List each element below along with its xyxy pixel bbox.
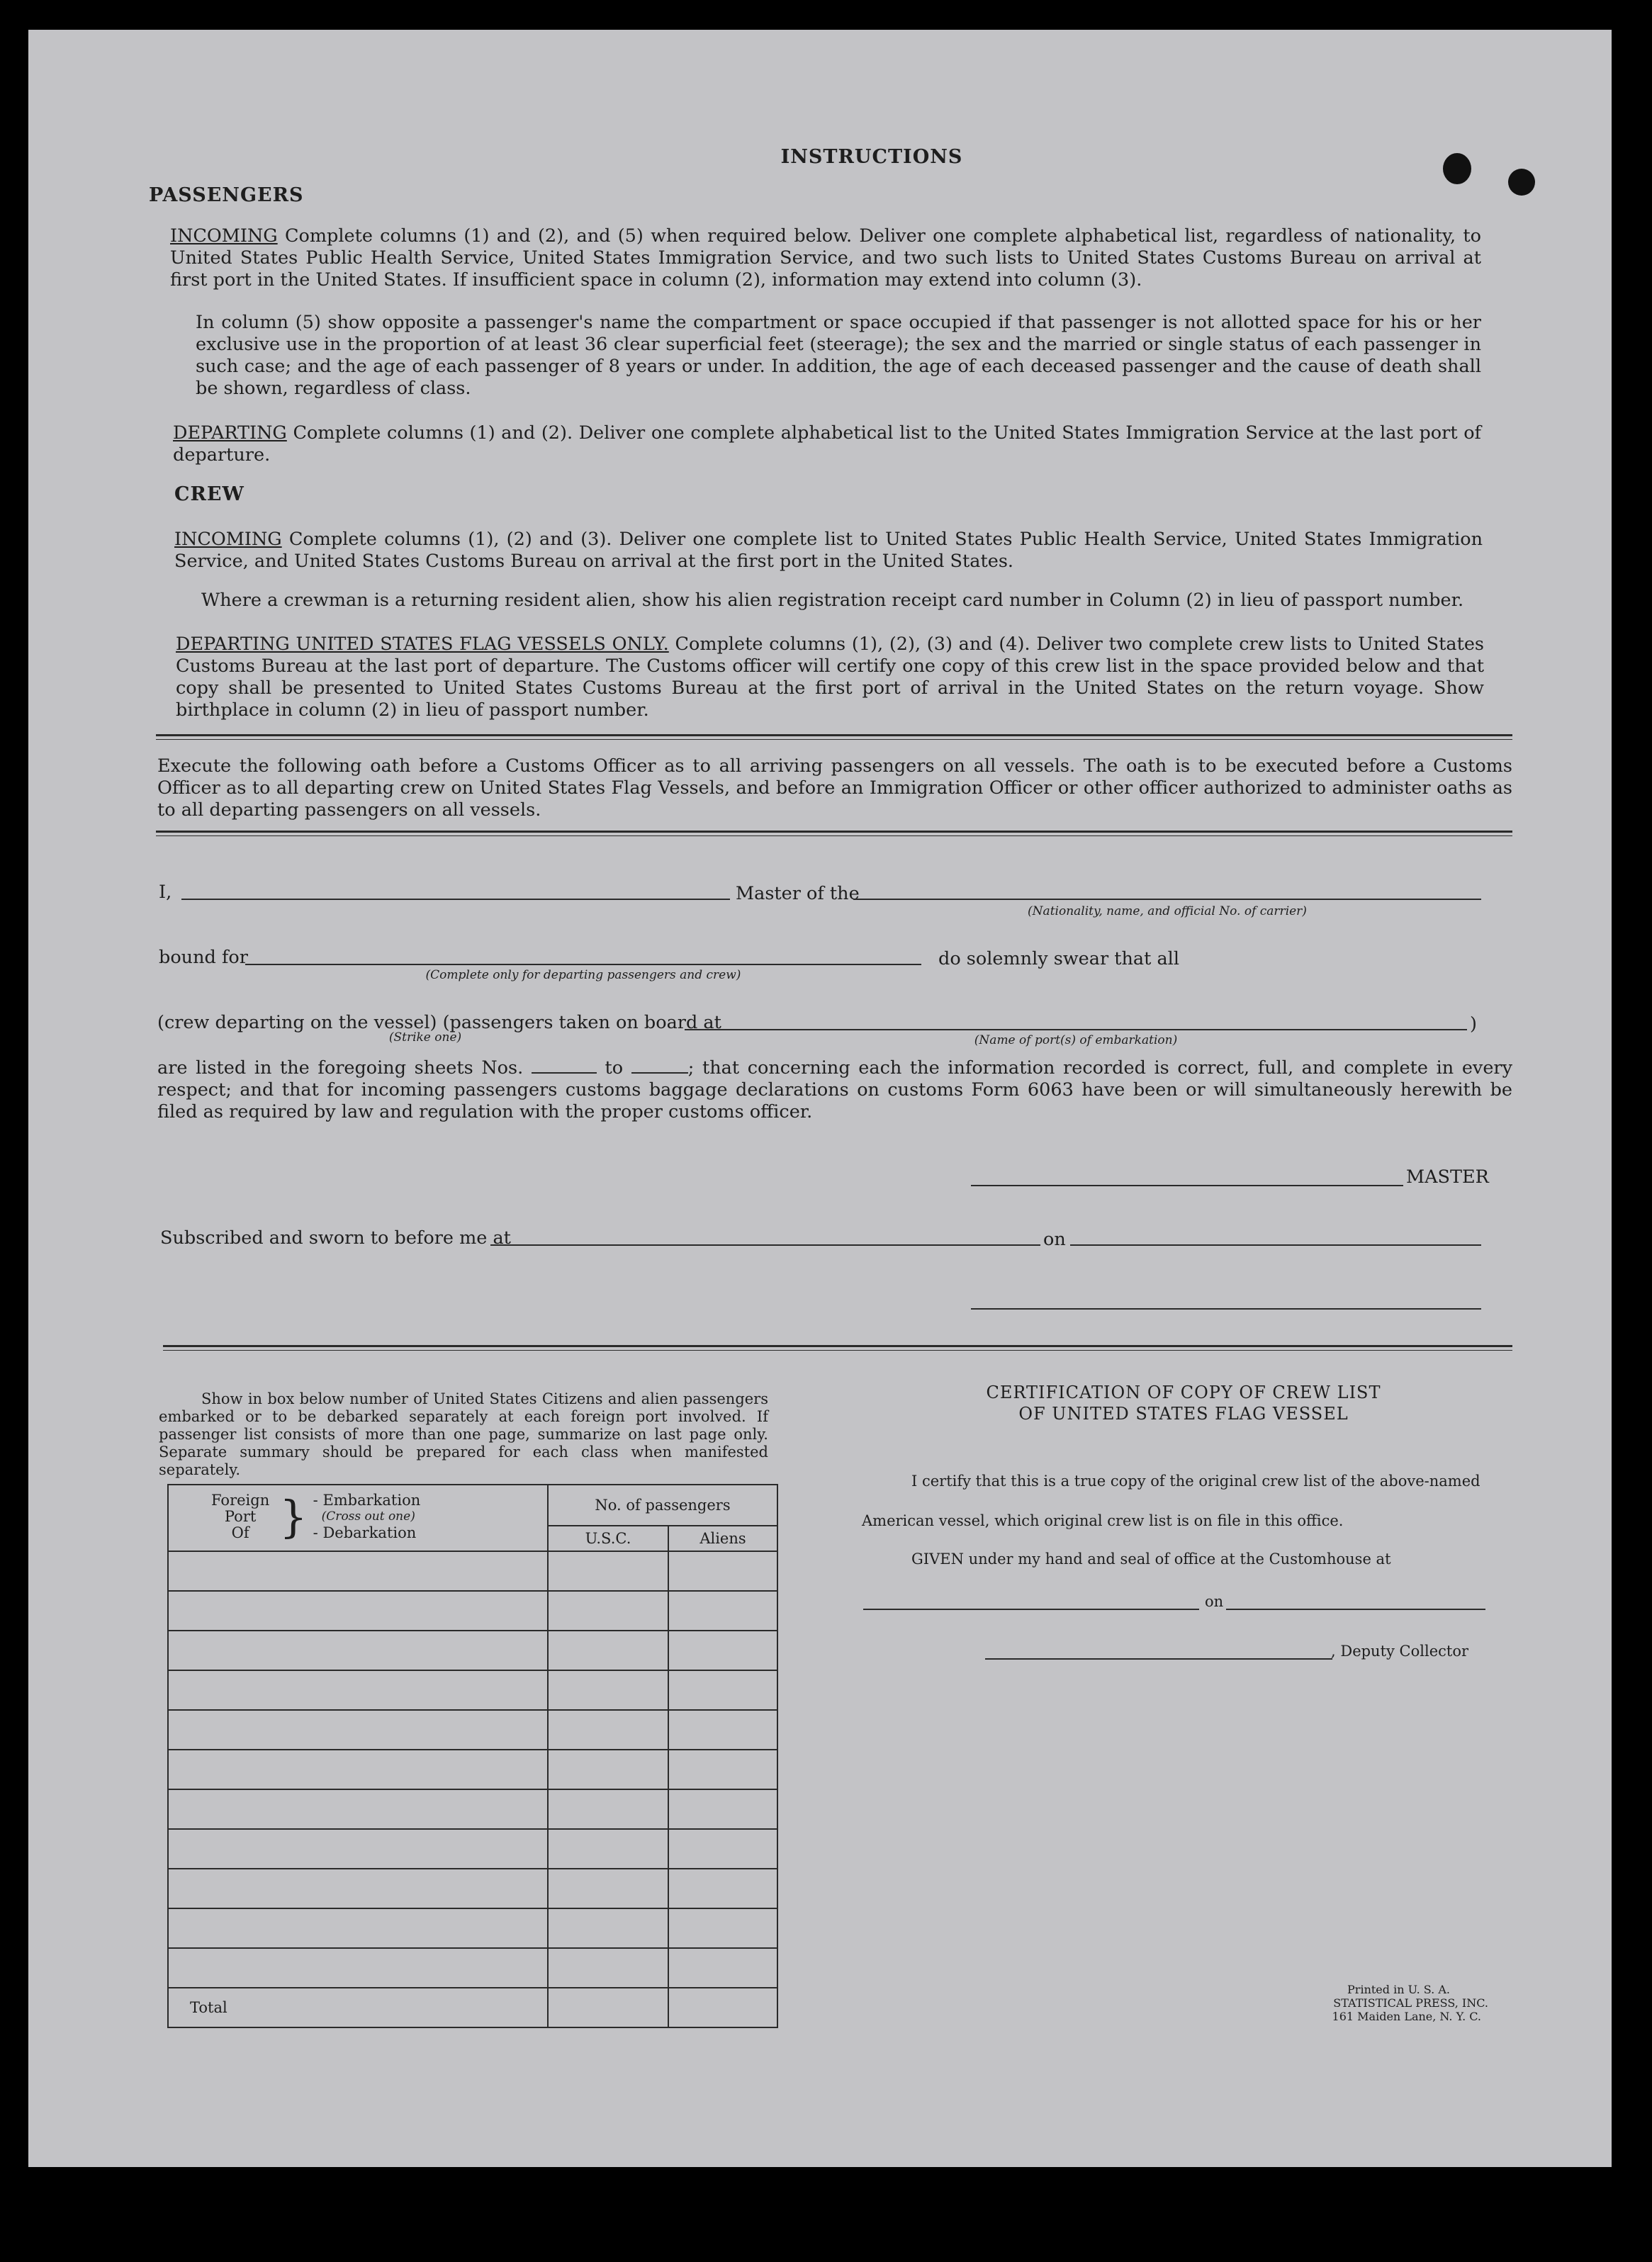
subscribed-label: Subscribed and sworn to before me at: [160, 1227, 511, 1249]
passenger-summary-table: [167, 1484, 778, 2028]
usc-cell[interactable]: [548, 1750, 668, 1789]
certify-line-1: I certify that this is a true copy of the original crew list of the above-named: [911, 1473, 1480, 1490]
cert-date-field[interactable]: [1226, 1609, 1485, 1610]
aliens-cell[interactable]: [668, 1948, 777, 1988]
usc-total-cell[interactable]: [548, 1988, 668, 2027]
passengers-incoming-label: INCOMING: [170, 225, 278, 247]
crew-departing-label: DEPARTING UNITED STATES FLAG VESSELS ONLY.: [176, 634, 669, 655]
passengers-incoming-paragraph: [170, 225, 1481, 291]
oath-intro: Execute the following oath before a Customs Officer as to all arriving passengers on all vessels. The oath is to be executed before a Customs Officer as to all departing crew on United States Flag Vessels, and before an Immigration Officer or other officer authorized to administer oaths as to all departing passengers on all vessels.: [157, 755, 1512, 821]
section-rule: [156, 831, 1512, 833]
port-cell[interactable]: [168, 1710, 548, 1750]
port-cell[interactable]: [168, 1869, 548, 1908]
printer-address: 161 Maiden Lane, N. Y. C.: [1332, 2010, 1481, 2023]
printed-in-usa: Printed in U. S. A.: [1347, 1983, 1450, 1996]
aliens-cell[interactable]: [668, 1591, 777, 1631]
carrier-caption: (Nationality, name, and official No. of carrier): [1028, 904, 1307, 918]
printer-imprint: [1247, 1983, 1488, 2023]
debarkation-option[interactable]: - Debarkation: [313, 1524, 417, 1541]
usc-cell[interactable]: [548, 1710, 668, 1750]
printer-name: STATISTICAL PRESS, INC.: [1333, 1996, 1488, 2010]
customhouse-field[interactable]: [863, 1609, 1199, 1610]
crew-departing-option[interactable]: (crew departing on the vessel): [157, 1012, 437, 1033]
section-rule: [156, 739, 1512, 740]
master-of-the-label: Master of the: [736, 883, 860, 904]
usc-cell[interactable]: [548, 1591, 668, 1631]
port-cell[interactable]: [168, 1631, 548, 1670]
crew-departing-text: Complete columns (1), (2), (3) and (4). Deliver two complete crew lists to United States Customs Bureau at the last port of departure. The Customs officer will certify one copy of this crew list in the space provided below and that copy shall be presented to United States Customs Bureau at the first port of arrival in the United States on the return voyage. Show birthplace in column (2) in lieu of passport number.: [176, 634, 1484, 721]
passengers-departing-paragraph: [173, 422, 1481, 466]
port-cell[interactable]: [168, 1948, 548, 1988]
close-paren: ): [1470, 1013, 1477, 1035]
passengers-heading: PASSENGERS: [149, 184, 304, 206]
aliens-cell[interactable]: [668, 1829, 777, 1869]
punch-hole: [1443, 153, 1471, 184]
certification-title-line-2: OF UNITED STATES FLAG VESSEL: [1018, 1404, 1349, 1424]
deputy-collector-label: , Deputy Collector: [1331, 1643, 1469, 1660]
usc-cell[interactable]: [548, 1869, 668, 1908]
master-signature-field[interactable]: [971, 1185, 1403, 1186]
port-cell[interactable]: [168, 1750, 548, 1789]
certification-title-line-1: CERTIFICATION OF COPY OF CREW LIST: [986, 1383, 1381, 1402]
foreign-port-header: [168, 1485, 548, 1551]
passengers-departing-label: DEPARTING: [173, 422, 287, 444]
port-cell[interactable]: [168, 1789, 548, 1829]
aliens-cell[interactable]: [668, 1551, 777, 1591]
cross-out-caption: (Cross out one): [321, 1509, 415, 1524]
master-label: MASTER: [1406, 1166, 1489, 1188]
bound-for-caption: (Complete only for departing passengers and crew): [425, 968, 741, 982]
passengers-incoming-text: Complete columns (1) and (2), and (5) when required below. Deliver one complete alphabetical list, regardless of nationality, to United States Public Health Service, United States Immigration Service, and two such lists to United States Customs Bureau on arrival at first port in the United States. If insufficient space in column (2), information may extend into column (3).: [170, 225, 1481, 291]
of-label: Of: [231, 1524, 249, 1541]
sworn-date-field[interactable]: [1070, 1244, 1481, 1246]
summary-intro: Show in box below number of United States Citizens and alien passengers embarked or to be debarked separately at each foreign port involved. If passenger list consists of more than one page, summarize on last page only. Separate summary should be prepared for each class when manifested separately.: [159, 1390, 768, 1478]
listed-text-1: are listed in the foregoing sheets Nos.: [157, 1057, 524, 1079]
passengers-taken-option[interactable]: (passengers taken on board at: [442, 1012, 721, 1033]
usc-cell[interactable]: [548, 1789, 668, 1829]
no-of-passengers-header: No. of passengers: [548, 1485, 777, 1526]
passengers-departing-text: Complete columns (1) and (2). Deliver one complete alphabetical list to the United States Immigration Service at the last port of departure.: [173, 422, 1481, 466]
sheet-to-field[interactable]: [631, 1072, 688, 1074]
carrier-field[interactable]: [853, 899, 1481, 900]
oath-i-label: I,: [159, 882, 172, 903]
sheet-from-field[interactable]: [532, 1072, 597, 1074]
instructions-title: INSTRUCTIONS: [780, 146, 963, 168]
port-cell[interactable]: [168, 1829, 548, 1869]
usc-cell[interactable]: [548, 1670, 668, 1710]
form-page: [28, 30, 1612, 2167]
usc-cell[interactable]: [548, 1631, 668, 1670]
listed-to-text: to: [605, 1057, 624, 1079]
certify-line-2: American vessel, which original crew list is on file in this office.: [862, 1512, 1344, 1529]
aliens-cell[interactable]: [668, 1670, 777, 1710]
usc-cell[interactable]: [548, 1908, 668, 1948]
port-cell[interactable]: [168, 1908, 548, 1948]
crew-incoming-paragraph: [174, 529, 1483, 573]
certification-title: [879, 1382, 1488, 1424]
crew-alien-paragraph: Where a crewman is a returning resident alien, show his alien registration receipt card number in Column (2) in lieu of passport number.: [201, 590, 1464, 611]
embarkation-option[interactable]: - Embarkation: [313, 1492, 421, 1509]
passengers-column5-paragraph: In column (5) show opposite a passenger's name the compartment or space occupied if that passenger is not allotted space for his or her exclusive use in the proportion of at least 36 clear superficial feet (steerage); the sex and the married or single status of each passenger in such case; and the age of each passenger of 8 years or under. In addition, the age of each deceased passenger and the cause of death shall be shown, regardless of class.: [196, 312, 1481, 399]
aliens-cell[interactable]: [668, 1750, 777, 1789]
usc-cell[interactable]: [548, 1829, 668, 1869]
solemnly-swear-text: do solemnly swear that all: [938, 948, 1179, 969]
usc-cell[interactable]: [548, 1948, 668, 1988]
total-label: Total: [190, 1999, 227, 2016]
aliens-cell[interactable]: [668, 1908, 777, 1948]
section-rule: [156, 734, 1512, 736]
aliens-cell[interactable]: [668, 1710, 777, 1750]
aliens-cell[interactable]: [668, 1631, 777, 1670]
bound-for-field[interactable]: [245, 964, 921, 965]
total-row-label: [168, 1988, 548, 2027]
deputy-collector-signature-field[interactable]: [985, 1658, 1332, 1660]
sworn-place-field[interactable]: [490, 1244, 1040, 1246]
master-name-field[interactable]: [181, 899, 730, 900]
listed-text-2: ; that concerning each the information recorded is correct, full, and complete in every respect; and that for incoming passengers customs baggage declarations on customs Form 6063 have been or will simultaneously herewith be filed as required by law and regulation with the proper customs officer.: [157, 1057, 1513, 1122]
listed-paragraph: [157, 1057, 1512, 1123]
brace-icon: }: [279, 1490, 308, 1543]
punch-hole: [1508, 169, 1535, 196]
port-cell[interactable]: [168, 1551, 548, 1591]
crew-heading: CREW: [174, 483, 245, 505]
usc-header: U.S.C.: [548, 1526, 668, 1551]
port-cell[interactable]: [168, 1670, 548, 1710]
crew-incoming-text: Complete columns (1), (2) and (3). Deliver one complete list to United States Public Health Service, United States Immigration Service, and United States Customs Bureau on arrival at the first port in the United States.: [174, 529, 1483, 572]
aliens-cell[interactable]: [668, 1789, 777, 1829]
aliens-cell[interactable]: [668, 1869, 777, 1908]
bound-for-label: bound for: [159, 947, 248, 968]
port-cell[interactable]: [168, 1591, 548, 1631]
officer-signature-field[interactable]: [971, 1308, 1481, 1310]
section-rule: [156, 835, 1512, 836]
aliens-total-cell[interactable]: [668, 1988, 777, 2027]
usc-cell[interactable]: [548, 1551, 668, 1591]
port-label: Port: [224, 1508, 257, 1525]
embarkation-ports-field[interactable]: [685, 1029, 1467, 1030]
cert-on-label: on: [1205, 1593, 1224, 1610]
section-rule: [163, 1350, 1512, 1351]
sworn-on-label: on: [1043, 1229, 1066, 1250]
section-rule: [163, 1345, 1512, 1347]
crew-incoming-label: INCOMING: [174, 529, 282, 550]
foreign-label: Foreign: [211, 1492, 270, 1509]
given-line: GIVEN under my hand and seal of office at the Customhouse at: [911, 1551, 1391, 1568]
crew-departing-paragraph: [176, 634, 1484, 721]
ports-caption: (Name of port(s) of embarkation): [974, 1033, 1178, 1047]
aliens-header: Aliens: [668, 1526, 777, 1551]
strike-one-caption: (Strike one): [388, 1030, 462, 1045]
